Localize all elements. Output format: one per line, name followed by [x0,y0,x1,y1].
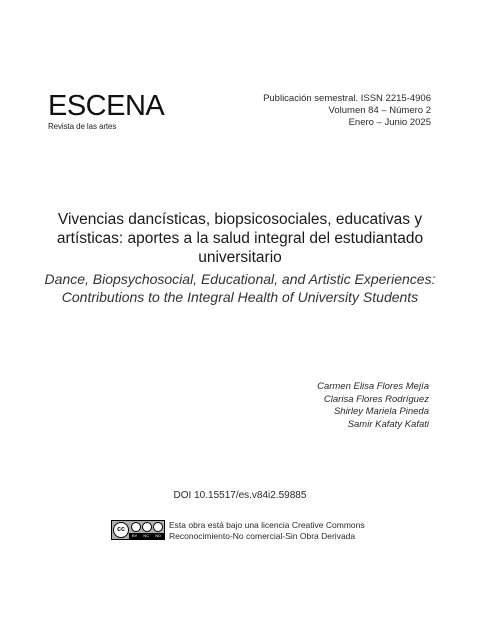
cc-by-label: BY [132,533,138,538]
license-text [169,520,365,542]
article-title-spanish: Vivencias dancísticas, biopsicosociales, educativas y artísticas: aportes a la salud integral del estudiantado universitario [56,211,424,266]
journal-subtitle: Revista de las artes [48,122,117,131]
publication-info [263,93,431,129]
doi-link[interactable]: DOI 10.15517/es.v84i2.59885 [173,490,307,501]
journal-logo [48,92,164,131]
author-list [317,381,429,431]
noncommercial-icon [142,522,152,532]
cc-badge-strip [129,533,164,539]
author-name: Shirley Mariela Pineda [333,406,429,417]
article-title-english: Dance, Biopsychosocial, Educational, and Artistic Experiences: Contributions to the Integral Health of University Students [44,271,436,305]
license-line-2: Reconocimiento-No comercial-Sin Obra Derivada [169,531,356,541]
cc-nd-label: ND [155,533,161,538]
attribution-icon [131,522,141,532]
creative-commons-badge-icon[interactable] [111,520,165,540]
cc-icon: cc [113,522,129,538]
license-block [111,520,365,542]
cc-nc-label: NC [143,533,150,538]
author-name: Samir Kafaty Kafati [347,418,429,430]
noderivatives-icon [153,522,163,532]
journal-name: ESCENA [48,90,165,122]
author-name: Clarisa Flores Rodríguez [323,393,429,405]
publication-volume: Volumen 84 – Número 2 [328,105,431,116]
publication-issn: Publicación semestral. ISSN 2215-4906 [263,93,431,104]
license-line-1: Esta obra está bajo una licencia Creative Commons [169,520,365,530]
author-name: Carmen Elisa Flores Mejía [317,381,429,392]
publication-date: Enero – Junio 2025 [348,117,431,128]
